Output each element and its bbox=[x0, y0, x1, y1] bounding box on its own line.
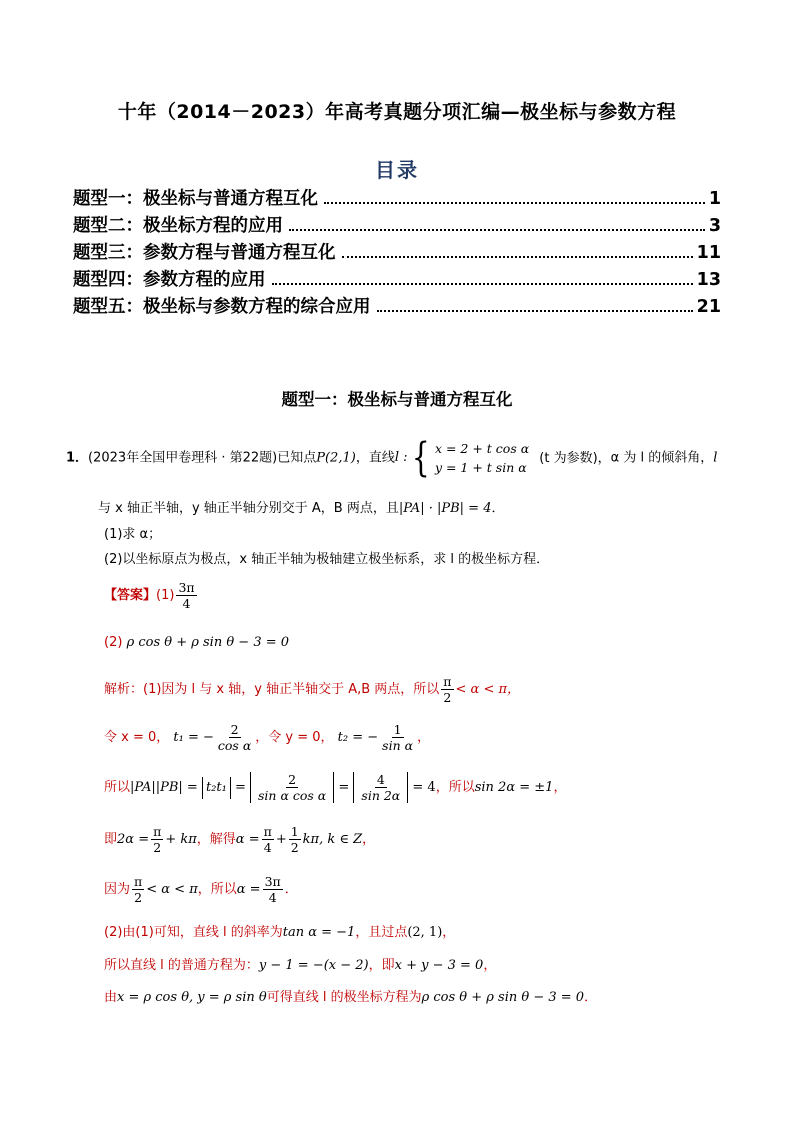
solution-math: < α < π， bbox=[455, 682, 521, 697]
solution-text: 可得直线 l 的极坐标方程为 bbox=[266, 990, 422, 1005]
toc-entry-label: 题型二：极坐标方程的应用 bbox=[73, 216, 283, 236]
absolute-value bbox=[353, 772, 408, 803]
toc-entry[interactable] bbox=[73, 185, 721, 212]
solution-text: 由 bbox=[104, 990, 118, 1005]
toc-leader-dots bbox=[272, 283, 693, 285]
solution-fraction bbox=[359, 772, 402, 803]
solution-math: + bbox=[275, 832, 287, 847]
fraction-numerator: 2 bbox=[288, 772, 297, 787]
solution-math: = bbox=[338, 780, 350, 795]
param-note: (t 为参数)， bbox=[539, 450, 611, 466]
fraction-denominator: 2 bbox=[134, 890, 143, 905]
point-p: P(2,1) bbox=[316, 450, 356, 466]
solution-math: |PA||PB| = bbox=[130, 780, 198, 795]
solution-text: ， bbox=[417, 730, 431, 745]
line-name: l : bbox=[394, 450, 408, 465]
solution-math: sin 2α = ±1 bbox=[474, 780, 554, 795]
stem-math: |PA| · |PB| = 4 bbox=[398, 501, 492, 516]
solution-fraction bbox=[441, 674, 453, 705]
fraction-denominator: 4 bbox=[263, 840, 272, 855]
table-of-contents bbox=[73, 185, 721, 320]
solution-text: ， bbox=[442, 925, 456, 940]
answer-line-1 bbox=[104, 580, 199, 611]
question-source: (2023年全国甲卷理科 · 第22题) bbox=[88, 450, 278, 466]
solution-text: ， bbox=[362, 832, 376, 847]
fraction-denominator: sin α cos α bbox=[258, 788, 327, 803]
solution-line bbox=[104, 874, 298, 905]
solution-fraction bbox=[380, 722, 415, 753]
fraction-numerator: π bbox=[153, 824, 162, 839]
answer-tag: 【答案】 bbox=[104, 588, 157, 603]
solution-text: ． bbox=[284, 882, 298, 897]
solution-math: α = bbox=[236, 882, 261, 897]
toc-entry[interactable] bbox=[73, 293, 721, 320]
fraction-denominator: sin α bbox=[382, 738, 414, 753]
solution-text: 所以 bbox=[104, 780, 131, 795]
question-number: 1． bbox=[66, 450, 89, 466]
solution-math: kπ, k ∈ Z bbox=[302, 832, 363, 847]
solution-math: ρ cos θ + ρ sin θ − 3 = 0 bbox=[421, 990, 585, 1005]
fraction-numerator: 1 bbox=[290, 824, 299, 839]
stem-text: ，直线 bbox=[355, 450, 395, 466]
solution-text: ， bbox=[483, 958, 497, 973]
parametric-system bbox=[394, 435, 530, 481]
answer-part-label: (1) bbox=[156, 588, 175, 603]
fraction-numerator: 1 bbox=[393, 722, 402, 737]
fraction-denominator: cos α bbox=[217, 738, 252, 753]
solution-text: ，解得 bbox=[196, 832, 236, 847]
stem-text: 已知点 bbox=[277, 450, 317, 466]
solution-line bbox=[104, 987, 597, 1009]
solution-text: ，即 bbox=[368, 958, 395, 973]
answer-line-2 bbox=[104, 632, 289, 654]
fraction-numerator: 2 bbox=[230, 722, 239, 737]
solution-math: 2α = bbox=[117, 832, 150, 847]
absolute-value bbox=[250, 772, 334, 803]
solution-math: t₁ = − bbox=[173, 730, 214, 745]
answer-part-label: (2) bbox=[104, 635, 123, 650]
stem-text: α 为 l 的倾斜角， bbox=[610, 450, 714, 466]
solution-line bbox=[104, 824, 375, 855]
toc-leader-dots bbox=[377, 310, 693, 312]
question-part-2: (2)以坐标原点为极点，x 轴正半轴为极轴建立极坐标系，求 l 的极坐标方程． bbox=[104, 552, 550, 567]
fraction-denominator: 4 bbox=[182, 596, 191, 611]
toc-entry[interactable] bbox=[73, 266, 721, 293]
solution-fraction bbox=[263, 874, 283, 905]
solution-text: 所以直线 l 的普通方程为： bbox=[104, 958, 259, 973]
system-eq-y: y = 1 + t sin α bbox=[434, 460, 527, 475]
solution-line bbox=[104, 955, 496, 977]
solution-text: ，所以 bbox=[197, 882, 237, 897]
solution-fraction bbox=[151, 824, 163, 855]
toc-entry-label: 题型三：参数方程与普通方程互化 bbox=[73, 243, 336, 263]
solution-text: 即 bbox=[104, 832, 118, 847]
solution-text: 因为 bbox=[104, 882, 131, 897]
solution-text: ， bbox=[553, 780, 567, 795]
solution-text: (2)由(1)可知，直线 l 的斜率为 bbox=[104, 925, 283, 940]
solution-math: x + y − 3 = 0 bbox=[394, 958, 484, 973]
toc-leader-dots bbox=[342, 256, 693, 258]
solution-math: y − 1 = −(x − 2) bbox=[258, 958, 369, 973]
fraction-denominator: sin 2α bbox=[361, 788, 401, 803]
solution-math: = 4 bbox=[412, 780, 436, 795]
solution-text: 令 x = 0， bbox=[104, 730, 170, 745]
toc-entry-page: 13 bbox=[696, 270, 721, 290]
solution-math: + kπ bbox=[165, 832, 197, 847]
fraction-denominator: 4 bbox=[268, 890, 277, 905]
fraction-numerator: π bbox=[263, 824, 272, 839]
document-title: 十年（2014－2023）年高考真题分项汇编—极坐标与参数方程 bbox=[117, 101, 677, 123]
fraction-denominator: 2 bbox=[443, 690, 452, 705]
section-title: 题型一：极坐标与普通方程互化 bbox=[281, 390, 513, 409]
stem-text: l bbox=[713, 450, 718, 466]
fraction-numerator: 3π bbox=[264, 874, 281, 889]
solution-math: (2, 1) bbox=[407, 925, 443, 940]
toc-entry-page: 21 bbox=[696, 297, 721, 317]
solution-fraction bbox=[256, 772, 328, 803]
solution-math: t₂ = − bbox=[337, 730, 379, 745]
solution-line bbox=[104, 772, 566, 803]
solution-math: x = ρ cos θ, y = ρ sin θ bbox=[117, 990, 267, 1005]
toc-heading: 目录 bbox=[375, 158, 419, 182]
solution-text: ，且过点 bbox=[355, 925, 408, 940]
solution-line bbox=[104, 722, 430, 753]
system-equations bbox=[435, 439, 529, 477]
fraction-denominator: 2 bbox=[153, 840, 162, 855]
question-stem-line bbox=[98, 498, 504, 520]
solution-line bbox=[104, 922, 455, 944]
toc-entry-label: 题型四：参数方程的应用 bbox=[73, 270, 266, 290]
solution-fraction bbox=[216, 722, 253, 753]
toc-leader-dots bbox=[289, 229, 705, 231]
stem-text: 与 x 轴正半轴，y 轴正半轴分别交于 A，B 两点，且 bbox=[98, 501, 399, 516]
solution-text: ，令 y = 0， bbox=[255, 730, 334, 745]
fraction-numerator: π bbox=[443, 674, 452, 689]
toc-entry-page: 3 bbox=[708, 216, 721, 236]
toc-entry-page: 1 bbox=[708, 189, 721, 209]
toc-entry[interactable] bbox=[73, 239, 721, 266]
toc-entry[interactable] bbox=[73, 212, 721, 239]
absolute-value: t₂t₁ bbox=[202, 777, 231, 799]
toc-entry-label: 题型五：极坐标与参数方程的综合应用 bbox=[73, 297, 371, 317]
solution-line bbox=[104, 674, 520, 705]
toc-entry-label: 题型一：极坐标与普通方程互化 bbox=[73, 189, 318, 209]
stem-text: ． bbox=[491, 501, 505, 516]
question-stem-line bbox=[66, 435, 718, 481]
fraction-numerator: 3π bbox=[178, 580, 195, 595]
solution-text: ，所以 bbox=[435, 780, 475, 795]
solution-fraction bbox=[262, 824, 274, 855]
fraction-numerator: 4 bbox=[376, 772, 385, 787]
toc-entry-page: 11 bbox=[696, 243, 721, 263]
fraction-denominator: 2 bbox=[290, 840, 299, 855]
solution-math: < α < π bbox=[146, 882, 198, 897]
system-eq-x: x = 2 + t cos α bbox=[434, 441, 530, 456]
fraction-numerator: π bbox=[134, 874, 143, 889]
left-brace-icon: { bbox=[411, 435, 430, 481]
solution-math: tan α = −1 bbox=[282, 925, 356, 940]
solution-math: = bbox=[234, 780, 246, 795]
answer-fraction bbox=[176, 580, 196, 611]
solution-fraction bbox=[132, 874, 144, 905]
solution-math: α = bbox=[235, 832, 260, 847]
solution-text: ． bbox=[584, 990, 598, 1005]
toc-leader-dots bbox=[324, 202, 705, 204]
solution-text: 解析：(1)因为 l 与 x 轴，y 轴正半轴交于 A,B 两点，所以 bbox=[104, 682, 440, 697]
solution-fraction bbox=[289, 824, 301, 855]
answer-equation: ρ cos θ + ρ sin θ − 3 = 0 bbox=[126, 635, 290, 650]
question-part-1: (1)求 α； bbox=[104, 527, 162, 542]
